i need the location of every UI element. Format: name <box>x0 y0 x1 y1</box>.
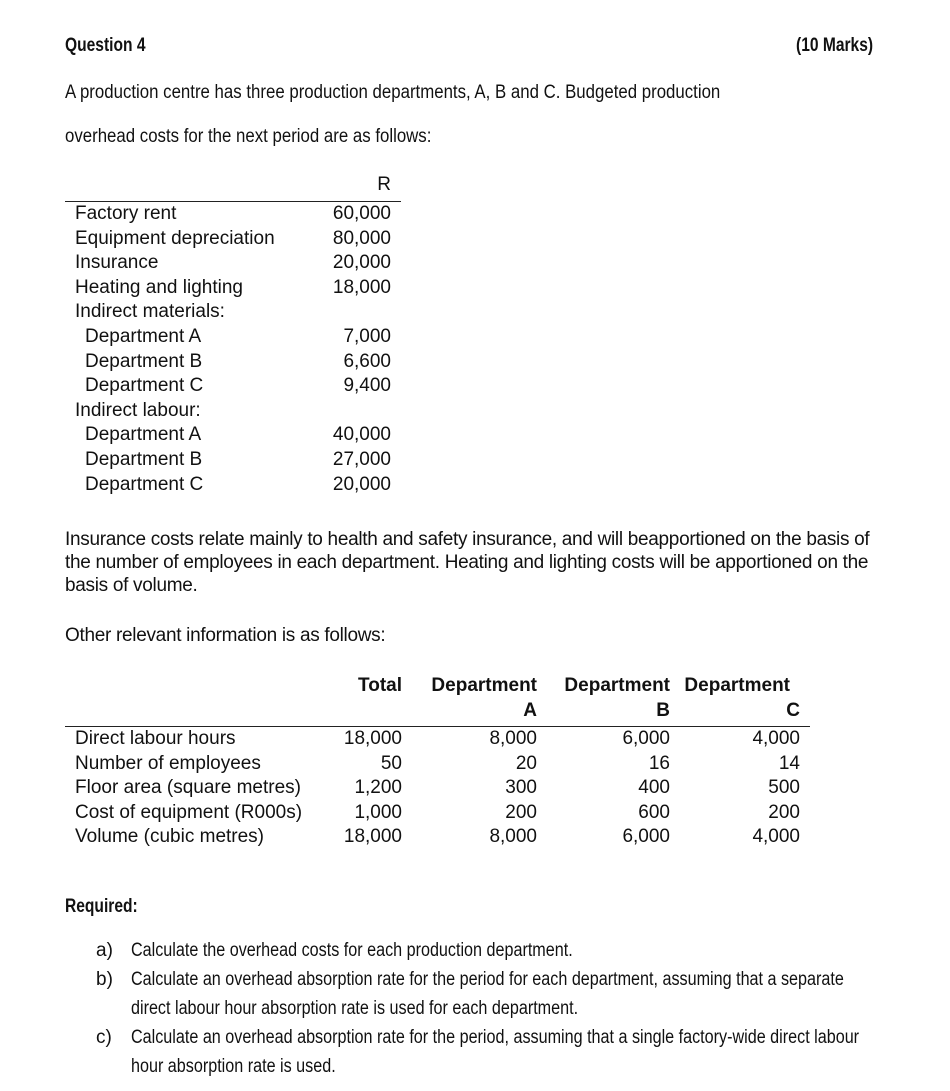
table-row <box>65 350 401 375</box>
info-dept-b: 6,000 <box>622 826 670 848</box>
cost-label: Department C <box>85 375 204 397</box>
overhead-costs-table <box>65 172 401 497</box>
info-dept-a: 8,000 <box>489 826 537 848</box>
cost-label: Department A <box>85 325 202 347</box>
intro-line-2: overhead costs for the next period are as follows: <box>65 126 432 147</box>
cost-amount: 80,000 <box>332 227 391 249</box>
cost-label: Department B <box>85 350 203 372</box>
table-row <box>65 801 810 826</box>
header-spacer <box>65 673 335 698</box>
cost-label: Factory rent <box>75 203 177 224</box>
info-dept-c: 14 <box>778 752 800 774</box>
list-item <box>96 1023 896 1081</box>
table-row <box>65 752 810 777</box>
info-dept-b: 16 <box>648 752 670 774</box>
header-department-c: C <box>680 698 810 727</box>
info-label: Cost of equipment (R000s) <box>75 801 303 823</box>
info-dept-a: 8,000 <box>489 728 537 749</box>
question-title: Question 4 <box>65 35 146 56</box>
question-marks: (10 Marks) <box>796 35 874 56</box>
table-row <box>65 776 810 801</box>
header-department-c-word: Department <box>684 675 790 696</box>
apportionment-paragraph: Insurance costs relate mainly to health and safety insurance, and will beapportioned on the basis of the number of employees in each department. Heating and lighting costs will be apportioned on the basis of volume. <box>65 529 870 596</box>
cost-amount: 9,400 <box>343 375 391 397</box>
intro-line-1: A production centre has three production departments, A, B and C. Budgeted production <box>65 82 721 103</box>
cost-label: Department C <box>85 473 204 495</box>
cost-amount: 18,000 <box>332 276 391 298</box>
info-dept-b: 400 <box>638 777 670 799</box>
cost-amount: 7,000 <box>343 325 391 347</box>
cost-amount: 6,600 <box>343 350 391 372</box>
cost-amount: 27,000 <box>332 448 391 470</box>
item-text-continued: direct labour hour absorption rate is used for each department. <box>131 998 579 1019</box>
header-department-b: B <box>547 698 680 727</box>
info-label: Volume (cubic metres) <box>75 826 265 848</box>
list-item <box>96 936 896 965</box>
cost-amount <box>319 399 401 424</box>
header-department-b-word: Department <box>564 675 670 696</box>
info-dept-a: 20 <box>515 752 537 774</box>
header-total: Total <box>358 675 402 696</box>
cost-label: Department B <box>85 448 203 470</box>
table-row <box>65 448 401 473</box>
cost-amount: 20,000 <box>332 473 391 495</box>
cost-group-label: Indirect labour: <box>75 399 201 421</box>
header-department-a: A <box>412 698 547 727</box>
table-row <box>65 825 810 850</box>
header-department-a-word: Department <box>431 675 537 696</box>
info-label: Floor area (square metres) <box>75 777 301 799</box>
item-marker: b) <box>96 969 113 990</box>
info-total: 50 <box>380 752 402 774</box>
item-text: Calculate an overhead absorption rate for the period for each department, assuming that a separate <box>131 969 844 990</box>
other-info-table <box>65 673 810 850</box>
item-marker: a) <box>96 940 113 961</box>
header-spacer <box>335 698 412 727</box>
other-info-intro: Other relevant information is as follows: <box>65 625 386 646</box>
list-item <box>96 965 896 1023</box>
item-text: Calculate an overhead absorption rate for the period, assuming that a single factory-wide direct labour <box>131 1027 860 1048</box>
table-row <box>65 300 401 325</box>
info-total: 18,000 <box>343 826 402 848</box>
required-list <box>96 936 896 1081</box>
info-dept-b: 600 <box>638 801 670 823</box>
info-total: 1,000 <box>354 801 402 823</box>
table-row <box>65 423 401 448</box>
info-total: 18,000 <box>343 728 402 749</box>
info-dept-a: 300 <box>505 777 537 799</box>
info-dept-a: 200 <box>505 801 537 823</box>
info-total: 1,200 <box>354 777 402 799</box>
table-row <box>65 727 810 752</box>
table-row <box>65 325 401 350</box>
header-spacer <box>65 698 335 727</box>
cost-amount: 20,000 <box>332 252 391 274</box>
cost-label: Heating and lighting <box>75 276 243 298</box>
info-label: Direct labour hours <box>75 728 236 749</box>
item-text-continued: hour absorption rate is used. <box>131 1056 336 1077</box>
cost-amount <box>319 300 401 325</box>
item-text: Calculate the overhead costs for each production department. <box>131 940 573 961</box>
table-row <box>65 399 401 424</box>
required-heading: Required: <box>65 896 138 917</box>
info-dept-b: 6,000 <box>622 728 670 749</box>
table-row <box>65 251 401 276</box>
info-label: Number of employees <box>75 752 261 774</box>
info-dept-c: 200 <box>768 801 800 823</box>
item-marker: c) <box>96 1027 112 1048</box>
cost-amount: 40,000 <box>332 424 391 446</box>
table-row <box>65 473 401 498</box>
cost-amount: 60,000 <box>332 203 391 224</box>
info-dept-c: 4,000 <box>752 728 800 749</box>
table-row <box>65 227 401 252</box>
table-row <box>65 374 401 399</box>
cost-label: Insurance <box>75 252 159 274</box>
cost-group-label: Indirect materials: <box>75 301 225 323</box>
cost-label: Department A <box>85 424 202 446</box>
currency-header: R <box>319 172 401 202</box>
cost-label: Equipment depreciation <box>75 227 275 249</box>
info-dept-c: 4,000 <box>752 826 800 848</box>
table-row <box>65 202 401 227</box>
table-row <box>65 276 401 301</box>
info-dept-c: 500 <box>768 777 800 799</box>
